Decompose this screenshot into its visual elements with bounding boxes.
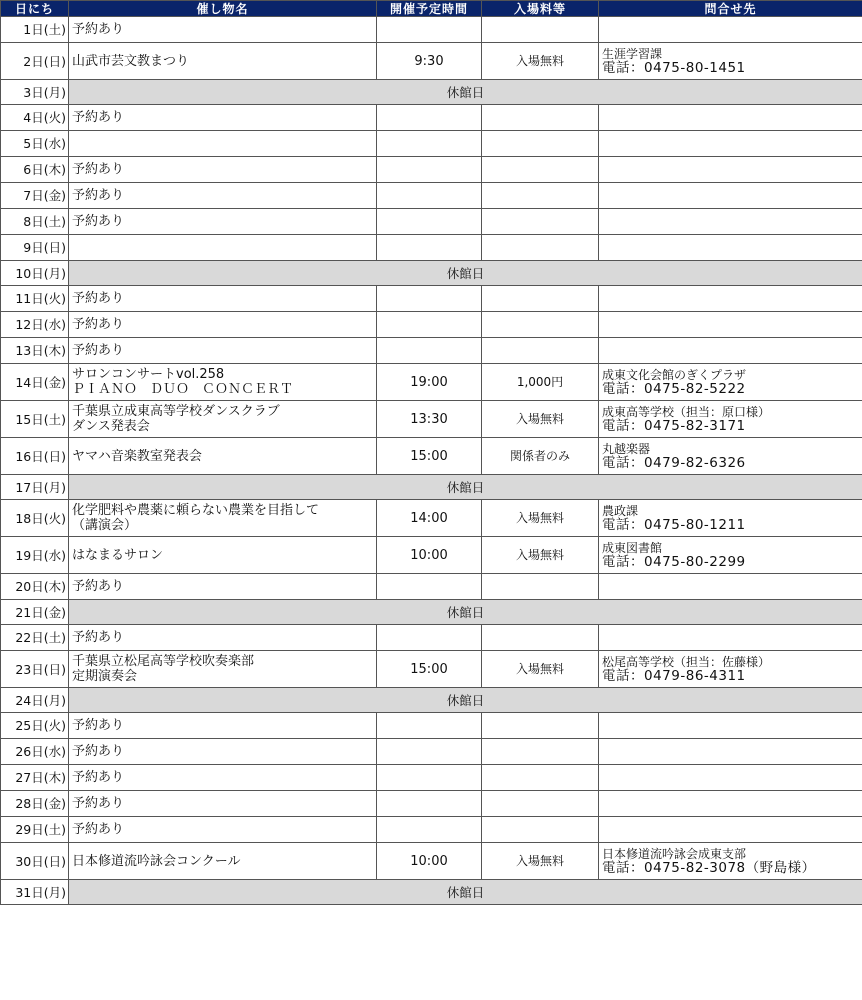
- contact-name: 成東高等学校（担当：原口様）: [602, 405, 771, 419]
- date-cell: 20日(木): [1, 574, 69, 600]
- time-cell: 14:00: [377, 500, 482, 537]
- contact-cell: [599, 817, 862, 843]
- date-cell: 26日(水): [1, 739, 69, 765]
- event-name: 千葉県立成東高等学校ダンスクラブ: [72, 404, 280, 419]
- table-row: [1, 131, 862, 157]
- header-fee: 入場料等: [482, 1, 599, 17]
- closed-day-row: [1, 80, 862, 105]
- header-date: 日にち: [1, 1, 69, 17]
- contact-name: 日本修道流吟詠会成東支部: [602, 847, 747, 861]
- contact-cell: [599, 651, 862, 688]
- table-row: [1, 157, 862, 183]
- time-cell: 15:00: [377, 651, 482, 688]
- fee-cell: [482, 312, 599, 338]
- contact-cell: [599, 438, 862, 475]
- table-row: [1, 209, 862, 235]
- fee-cell: [482, 209, 599, 235]
- time-cell: [377, 713, 482, 739]
- table-row: [1, 183, 862, 209]
- date-cell: 7日(金): [1, 183, 69, 209]
- time-cell: [377, 17, 482, 43]
- event-subtitle: ダンス発表会: [72, 419, 150, 434]
- table-row: [1, 364, 862, 401]
- date-cell: 11日(火): [1, 286, 69, 312]
- contact-phone: 電話：0475-80-1211: [602, 517, 746, 533]
- header-contact: 問合せ先: [599, 1, 862, 17]
- date-cell: 31日(月): [1, 880, 69, 905]
- contact-cell: [599, 791, 862, 817]
- contact-cell: [599, 713, 862, 739]
- event-name: はなまるサロン: [72, 547, 164, 563]
- time-cell: [377, 739, 482, 765]
- event-cell: [69, 235, 377, 261]
- table-row: [1, 739, 862, 765]
- contact-name: 成東図書館: [602, 541, 663, 555]
- event-cell: [69, 183, 377, 209]
- event-name: 予約あり: [72, 718, 125, 733]
- contact-cell: [599, 17, 862, 43]
- table-row: [1, 625, 862, 651]
- date-cell: 3日(月): [1, 80, 69, 105]
- contact-name: 生涯学習課: [602, 47, 663, 61]
- time-cell: 10:00: [377, 537, 482, 574]
- closed-cell: 休館日: [69, 475, 862, 500]
- event-cell: [69, 791, 377, 817]
- fee-cell: 入場無料: [482, 401, 599, 438]
- event-name: 予約あり: [72, 822, 125, 837]
- event-name: 予約あり: [72, 770, 125, 785]
- table-row: [1, 286, 862, 312]
- event-cell: [69, 43, 377, 80]
- table-row: [1, 438, 862, 475]
- fee-cell: 入場無料: [482, 843, 599, 880]
- contact-name: 丸越楽器: [602, 442, 651, 456]
- fee-cell: [482, 713, 599, 739]
- date-cell: 9日(日): [1, 235, 69, 261]
- fee-cell: [482, 625, 599, 651]
- event-name: 予約あり: [72, 291, 125, 306]
- table-row: [1, 43, 862, 80]
- fee-cell: [482, 338, 599, 364]
- event-cell: [69, 17, 377, 43]
- date-cell: 24日(月): [1, 688, 69, 713]
- fee-cell: [482, 157, 599, 183]
- event-name: 予約あり: [72, 110, 125, 125]
- time-cell: [377, 235, 482, 261]
- event-name: 千葉県立松尾高等学校吹奏楽部: [72, 654, 255, 669]
- fee-cell: [482, 286, 599, 312]
- date-cell: 15日(土): [1, 401, 69, 438]
- time-cell: [377, 157, 482, 183]
- contact-cell: [599, 537, 862, 574]
- time-cell: [377, 791, 482, 817]
- contact-cell: [599, 500, 862, 537]
- closed-cell: 休館日: [69, 688, 862, 713]
- fee-cell: [482, 791, 599, 817]
- contact-cell: [599, 843, 862, 880]
- event-cell: [69, 537, 377, 574]
- event-subtitle: ＰＩＡＮＯ ＤＵＯ ＣＯＮＣＥＲＴ: [72, 382, 294, 397]
- date-cell: 2日(日): [1, 43, 69, 80]
- contact-phone: 電話：0475-82-5222: [602, 381, 746, 397]
- date-cell: 6日(木): [1, 157, 69, 183]
- event-name: 予約あり: [72, 744, 125, 759]
- date-cell: 21日(金): [1, 600, 69, 625]
- date-cell: 29日(土): [1, 817, 69, 843]
- closed-cell: 休館日: [69, 80, 862, 105]
- date-cell: 28日(金): [1, 791, 69, 817]
- fee-cell: 入場無料: [482, 43, 599, 80]
- event-name: 予約あり: [72, 796, 125, 811]
- event-cell: [69, 401, 377, 438]
- event-cell: [69, 157, 377, 183]
- contact-cell: [599, 183, 862, 209]
- fee-cell: [482, 131, 599, 157]
- event-subtitle: 定期演奏会: [72, 669, 138, 684]
- contact-cell: [599, 574, 862, 600]
- closed-cell: 休館日: [69, 600, 862, 625]
- table-row: [1, 235, 862, 261]
- closed-day-row: [1, 600, 862, 625]
- fee-cell: 関係者のみ: [482, 438, 599, 475]
- event-name: 予約あり: [72, 343, 125, 358]
- date-cell: 27日(木): [1, 765, 69, 791]
- event-name: 予約あり: [72, 188, 125, 203]
- date-cell: 16日(日): [1, 438, 69, 475]
- event-name: 予約あり: [72, 579, 125, 594]
- fee-cell: 入場無料: [482, 500, 599, 537]
- contact-cell: [599, 625, 862, 651]
- event-cell: [69, 817, 377, 843]
- contact-cell: [599, 105, 862, 131]
- date-cell: 8日(土): [1, 209, 69, 235]
- contact-cell: [599, 739, 862, 765]
- event-cell: [69, 739, 377, 765]
- date-cell: 13日(木): [1, 338, 69, 364]
- time-cell: 9:30: [377, 43, 482, 80]
- date-cell: 19日(水): [1, 537, 69, 574]
- event-cell: [69, 338, 377, 364]
- closed-day-row: [1, 261, 862, 286]
- contact-cell: [599, 235, 862, 261]
- time-cell: 13:30: [377, 401, 482, 438]
- contact-phone: 電話：0475-82-3078（野島様）: [602, 860, 816, 876]
- table-row: [1, 791, 862, 817]
- contact-phone: 電話：0479-82-6326: [602, 455, 746, 471]
- event-name: 予約あり: [72, 630, 125, 645]
- date-cell: 17日(月): [1, 475, 69, 500]
- fee-cell: [482, 17, 599, 43]
- fee-cell: [482, 765, 599, 791]
- time-cell: [377, 286, 482, 312]
- event-name: 化学肥料や農薬に頼らない農業を目指して: [72, 503, 320, 518]
- contact-cell: [599, 338, 862, 364]
- contact-name: 農政課: [602, 504, 639, 518]
- time-cell: [377, 131, 482, 157]
- contact-name: 松尾高等学校（担当：佐藤様）: [602, 655, 771, 669]
- event-cell: [69, 312, 377, 338]
- table-row: [1, 713, 862, 739]
- table-row: [1, 843, 862, 880]
- event-cell: [69, 843, 377, 880]
- fee-cell: [482, 574, 599, 600]
- fee-cell: 入場無料: [482, 651, 599, 688]
- time-cell: 19:00: [377, 364, 482, 401]
- table-row: [1, 401, 862, 438]
- event-cell: [69, 209, 377, 235]
- event-cell: [69, 713, 377, 739]
- contact-name: 成東文化会館のぎくプラザ: [602, 368, 747, 382]
- event-cell: [69, 574, 377, 600]
- table-row: [1, 17, 862, 43]
- event-name: 予約あり: [72, 214, 125, 229]
- contact-cell: [599, 43, 862, 80]
- closed-cell: 休館日: [69, 880, 862, 905]
- time-cell: 10:00: [377, 843, 482, 880]
- time-cell: [377, 625, 482, 651]
- table-row: [1, 338, 862, 364]
- closed-day-row: [1, 880, 862, 905]
- event-cell: [69, 286, 377, 312]
- date-cell: 25日(火): [1, 713, 69, 739]
- header-time: 開催予定時間: [377, 1, 482, 17]
- time-cell: [377, 209, 482, 235]
- date-cell: 1日(土): [1, 17, 69, 43]
- fee-cell: [482, 183, 599, 209]
- table-row: [1, 500, 862, 537]
- event-cell: [69, 651, 377, 688]
- contact-phone: 電話：0475-80-2299: [602, 554, 746, 570]
- table-row: [1, 105, 862, 131]
- event-name: サロンコンサートvol.258: [72, 367, 225, 382]
- contact-phone: 電話：0479-86-4311: [602, 668, 746, 684]
- date-cell: 23日(日): [1, 651, 69, 688]
- date-cell: 22日(土): [1, 625, 69, 651]
- table-row: [1, 537, 862, 574]
- event-name: ヤマハ音楽教室発表会: [72, 448, 202, 464]
- date-cell: 4日(火): [1, 105, 69, 131]
- time-cell: [377, 338, 482, 364]
- date-cell: 5日(水): [1, 131, 69, 157]
- fee-cell: 1,000円: [482, 364, 599, 401]
- header-event: 催し物名: [69, 1, 377, 17]
- time-cell: 15:00: [377, 438, 482, 475]
- contact-phone: 電話：0475-80-1451: [602, 60, 746, 76]
- event-name: 予約あり: [72, 317, 125, 332]
- contact-phone: 電話：0475-82-3171: [602, 418, 746, 434]
- date-cell: 14日(金): [1, 364, 69, 401]
- time-cell: [377, 312, 482, 338]
- closed-cell: 休館日: [69, 261, 862, 286]
- contact-cell: [599, 209, 862, 235]
- event-cell: [69, 105, 377, 131]
- time-cell: [377, 183, 482, 209]
- schedule-body: [1, 17, 862, 905]
- table-row: [1, 312, 862, 338]
- date-cell: 10日(月): [1, 261, 69, 286]
- time-cell: [377, 574, 482, 600]
- header-row: [1, 1, 862, 17]
- date-cell: 30日(日): [1, 843, 69, 880]
- table-row: [1, 574, 862, 600]
- time-cell: [377, 817, 482, 843]
- event-cell: [69, 500, 377, 537]
- contact-cell: [599, 312, 862, 338]
- closed-day-row: [1, 475, 862, 500]
- event-cell: [69, 131, 377, 157]
- table-row: [1, 765, 862, 791]
- event-cell: [69, 438, 377, 475]
- fee-cell: [482, 817, 599, 843]
- time-cell: [377, 765, 482, 791]
- date-cell: 12日(水): [1, 312, 69, 338]
- event-cell: [69, 625, 377, 651]
- closed-day-row: [1, 688, 862, 713]
- table-row: [1, 817, 862, 843]
- contact-cell: [599, 286, 862, 312]
- event-cell: [69, 364, 377, 401]
- event-name: 日本修道流吟詠会コンクール: [72, 853, 241, 869]
- contact-cell: [599, 401, 862, 438]
- fee-cell: [482, 105, 599, 131]
- event-name: 予約あり: [72, 22, 125, 37]
- fee-cell: [482, 235, 599, 261]
- contact-cell: [599, 131, 862, 157]
- event-name: 山武市芸文教まつり: [72, 53, 190, 69]
- date-cell: 18日(火): [1, 500, 69, 537]
- fee-cell: 入場無料: [482, 537, 599, 574]
- time-cell: [377, 105, 482, 131]
- fee-cell: [482, 739, 599, 765]
- event-name: 予約あり: [72, 162, 125, 177]
- event-subtitle: （講演会）: [72, 518, 138, 533]
- table-row: [1, 651, 862, 688]
- contact-cell: [599, 157, 862, 183]
- event-cell: [69, 765, 377, 791]
- contact-cell: [599, 364, 862, 401]
- contact-cell: [599, 765, 862, 791]
